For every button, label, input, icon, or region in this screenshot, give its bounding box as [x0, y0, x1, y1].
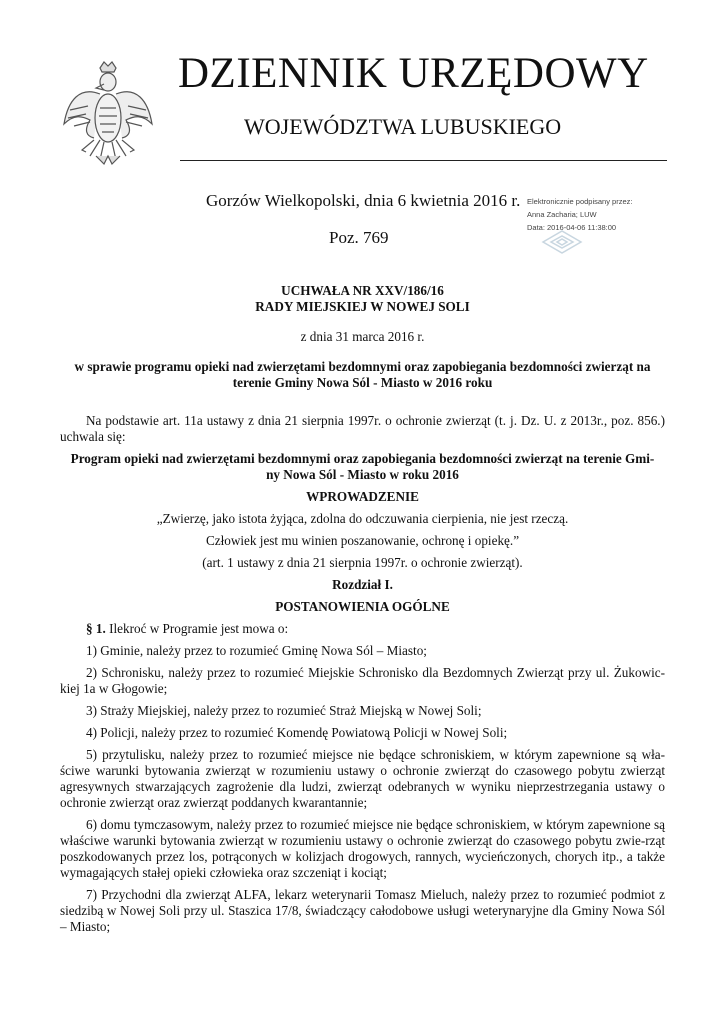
journal-title: DZIENNIK URZĘDOWY	[178, 50, 649, 97]
electronic-signature	[527, 195, 657, 255]
intro-quote-2: Człowiek jest mu winien poszanowanie, ochronę i opiekę.”	[205, 533, 520, 548]
place-date: Gorzów Wielkopolski, dnia 6 kwietnia 2016 r.	[206, 191, 521, 210]
signature-stamp-icon	[539, 228, 585, 256]
list-item: 2) Schronisku, należy przez to rozumieć Miejskie Schronisko dla Bezdomnych Zwierząt przy ul. Żukowic-kiej 1a w Głogowie;	[60, 665, 665, 696]
resolution-subject-line-2: terenie Gminy Nowa Sól - Miasto w 2016 roku	[232, 375, 493, 390]
program-title-line-2: ny Nowa Sól - Miasto w roku 2016	[266, 467, 459, 482]
resolution-council: RADY MIEJSKIEJ W NOWEJ SOLI	[255, 299, 470, 314]
program-title-line-1: Program opieki nad zwierzętami bezdomnymi oraz zapobiegania bezdomności zwierząt na terenie Gmi-	[70, 451, 655, 466]
position-number: Poz. 769	[329, 228, 389, 247]
intro-quote-1: „Zwierzę, jako istota żyjąca, zdolna do odczuwania cierpienia, nie jest rzeczą.	[156, 511, 569, 526]
signature-line-1: Elektronicznie podpisany przez:	[527, 197, 633, 206]
section-mark: § 1.	[86, 621, 106, 636]
section-lead-text: Ilekroć w Programie jest mowa o:	[105, 621, 289, 636]
signature-line-2: Anna Zacharia; LUW	[527, 210, 597, 219]
document-body	[60, 283, 665, 935]
legal-basis: Na podstawie art. 11a ustawy z dnia 21 sierpnia 1997r. o ochronie zwierząt (t. j. Dz. U. z 2013r., poz. 856.) uchwala się:	[60, 413, 665, 444]
header-divider	[180, 160, 667, 161]
list-item: 3) Straży Miejskiej, należy przez to rozumieć Straż Miejską w Nowej Soli;	[86, 703, 482, 718]
resolution-subject-line-1: w sprawie programu opieki nad zwierzętami bezdomnymi oraz zapobiegania bezdomności zwierząt na	[74, 359, 651, 374]
eagle-emblem-icon	[60, 60, 156, 172]
resolution-date: z dnia 31 marca 2016 r.	[300, 329, 425, 344]
section-1-lead	[60, 621, 665, 637]
signature-line-3: Data: 2016-04-06 11:38:00	[527, 223, 617, 232]
list-item: 5) przytulisku, należy przez to rozumieć miejsce nie będące schroniskiem, w którym zapewnione są wła-ściwe warunki bytowania zwierząt w rozumieniu ustawy o ochronie zwierząt do czasowego pobytu zwierząt agresywnych stwarzających zagrożenie dla ludzi, zwierząt odebranych w wyniku nieprzestrzegania ustawy o ochronie zwierząt oraz zwierząt poddanych kwarantannie;	[60, 747, 665, 810]
list-item: 1) Gminie, należy przez to rozumieć Gminę Nowa Sól – Miasto;	[86, 643, 427, 658]
intro-citation: (art. 1 ustawy z dnia 21 sierpnia 1997r. o ochronie zwierząt).	[202, 555, 523, 570]
intro-heading: WPROWADZENIE	[306, 489, 419, 504]
journal-subtitle: WOJEWÓDZTWA LUBUSKIEGO	[244, 114, 562, 139]
chapter-label: Rozdział I.	[332, 577, 393, 592]
list-item: 4) Policji, należy przez to rozumieć Komendę Powiatową Policji w Nowej Soli;	[86, 725, 508, 740]
resolution-number: UCHWAŁA NR XXV/186/16	[281, 283, 444, 298]
list-item: 7) Przychodni dla zwierząt ALFA, lekarz weterynarii Tomasz Mieluch, należy przez to rozumieć podmiot z siedzibą w Nowej Soli przy ul. Staszica 17/8, świadczący całodobowe usługi weterynaryjne dla Gminy Nowa Sól – Miasto;	[60, 887, 665, 934]
chapter-title: POSTANOWIENIA OGÓLNE	[275, 599, 450, 614]
list-item: 6) domu tymczasowym, należy przez to rozumieć miejsce nie będące schroniskiem, w którym zapewnione są właściwe warunki bytowania zwierząt w rozumieniu ustawy o ochronie zwierząt do czasowego pobytu zwie-rząt poszkodowanych przez los, potrąconych w kolizjach drogowych, rannych, wycieńczonych, chorych itp., a także wymagających stałej opieki człowieka oraz szczeniąt i kociąt;	[60, 817, 665, 880]
